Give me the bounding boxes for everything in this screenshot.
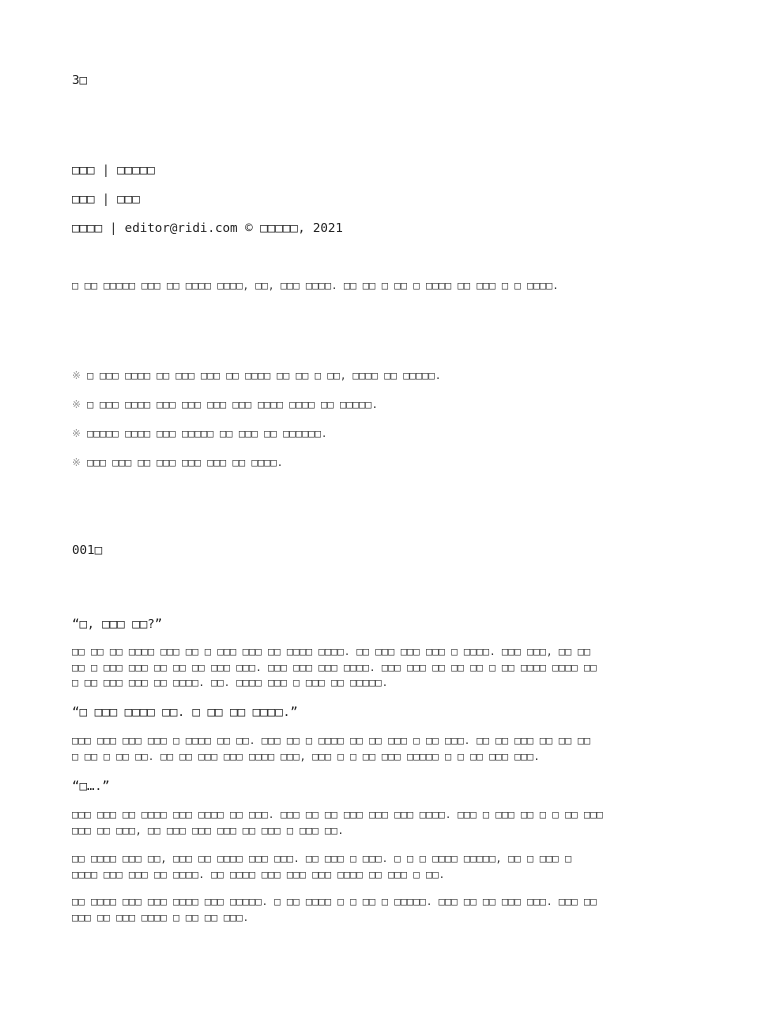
remark-item bbox=[72, 456, 283, 471]
remark-text: □□□ □□□ □□ □□□ □□□ □□□ □□ □□□□. bbox=[87, 457, 284, 469]
dialogue-line: “□, □□□ □□?” bbox=[72, 616, 163, 631]
reference-mark-icon: ※ bbox=[72, 457, 81, 469]
copyright-notice: □ □□ □□□□□ □□□ □□ □□□□ □□□□, □□, □□□ □□□□. □□ □□ □ □□ □ □□□□ □□ □□□ □ □ □□□□. bbox=[72, 280, 559, 292]
remark-item bbox=[72, 427, 327, 442]
remark-item bbox=[72, 369, 441, 384]
volume-heading: 3□ bbox=[72, 72, 88, 87]
chapter-heading: 001□ bbox=[72, 542, 103, 557]
remark-text: □ □□□ □□□□ □□ □□□ □□□ □□ □□□□ □□ □□ □ □□, □□□□ □□ □□□□□. bbox=[87, 370, 442, 382]
body-paragraph: □□□ □□□ □□□ □□□ □ □□□□ □□ □□. □□□ □□ □ □□□□ □□ □□ □□□ □ □□ □□□. □□ □□ □□□ □□ □□ □□ □ □□ □ □□ □□. □□ □□ □□□ □□□ □□□□ □□□, □□□ □ □ □□ □□□ □□□□□ □ □ □□ □□□ □□□. bbox=[72, 735, 591, 763]
body-paragraph: □□□ □□□ □□ □□□□ □□□ □□□□ □□ □□□. □□□ □□ □□ □□□ □□□ □□□ □□□□. □□□ □ □□□ □□ □ □ □□ □□□ □□□ □□ □□□, □□ □□□ □□□ □□□ □□ □□□ □ □□□ □□. bbox=[72, 809, 604, 837]
reference-mark-icon: ※ bbox=[72, 399, 81, 411]
reference-mark-icon: ※ bbox=[72, 370, 81, 382]
remark-item bbox=[72, 398, 378, 413]
remark-text: □□□□□ □□□□ □□□ □□□□□ □□ □□□ □□ □□□□□□. bbox=[87, 428, 328, 440]
credits-line-3: □□□□ | editor@ridi.com © □□□□□, 2021 bbox=[72, 220, 343, 235]
dialogue-line: “□ □□□ □□□□ □□. □ □□ □□ □□□□.” bbox=[72, 704, 298, 719]
body-paragraph: □□ □□□□ □□□ □□□ □□□□ □□□ □□□□□. □ □□ □□□□ □ □ □□ □ □□□□□. □□□ □□ □□ □□□ □□□. □□□ □□ □□□ □□ □□□ □□□□ □ □□ □□ □□□. bbox=[72, 896, 597, 924]
body-paragraph: □□ □□□□ □□□ □□, □□□ □□ □□□□ □□□ □□□. □□ □□□ □ □□□. □ □ □ □□□□ □□□□□, □□ □ □□□ □ □□□□ □□□ □□□ □□ □□□□. □□ □□□□ □□□ □□□ □□□ □□□□ □□ □□□ □ □□. bbox=[72, 853, 572, 881]
credits-line-1: □□□ | □□□□□ bbox=[72, 162, 155, 177]
body-paragraph: □□ □□ □□ □□□□ □□□ □□ □ □□□ □□□ □□ □□□□ □□□□. □□ □□□ □□□ □□□ □ □□□□. □□□ □□□, □□ □□ □□ □ □□□ □□□ □□ □□ □□ □□□ □□□. □□□ □□□ □□□ □□□□. □□□ □□□ □□ □□ □□ □ □□ □□□□ □□□□ □□ □ □□ □□□ □□□ □□ □□□□. □□. □□□□ □□□ □ □□□ □□ □□□□□. bbox=[72, 646, 597, 689]
remark-text: □ □□□ □□□□ □□□ □□□ □□□ □□□ □□□□ □□□□ □□ □□□□□. bbox=[87, 399, 378, 411]
reference-mark-icon: ※ bbox=[72, 428, 81, 440]
credits-line-2: □□□ | □□□ bbox=[72, 191, 140, 206]
dialogue-line: “□….” bbox=[72, 778, 110, 793]
